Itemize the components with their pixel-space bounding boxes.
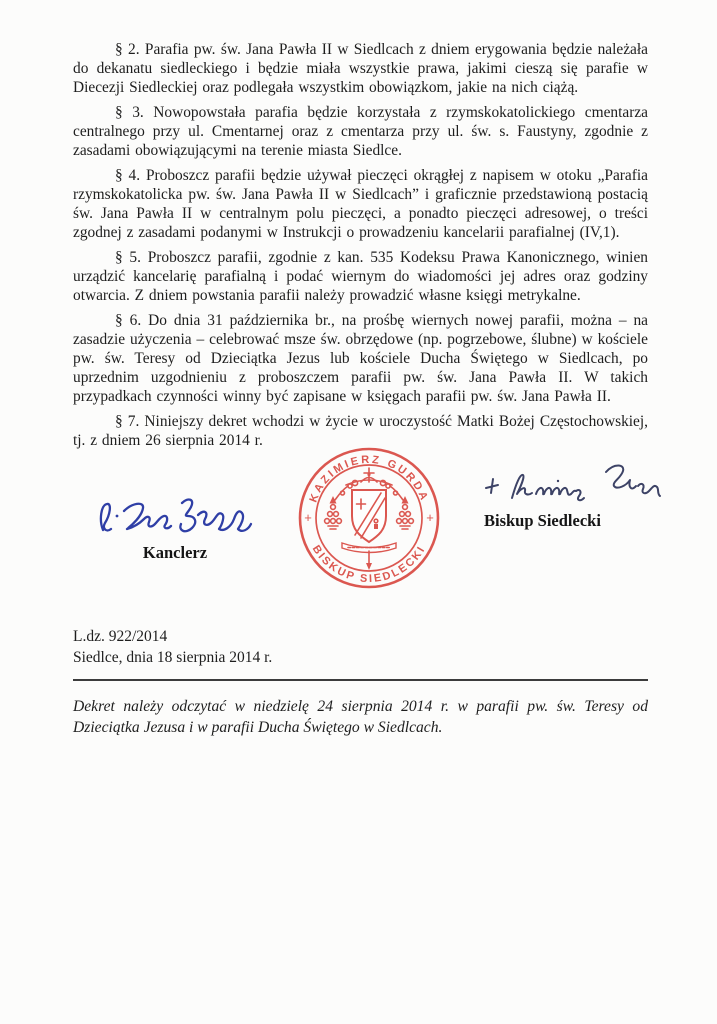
decree-body <box>73 40 648 450</box>
bishop-signature-block <box>478 458 678 531</box>
chancellor-signature-handwriting-icon <box>94 488 256 550</box>
seal-bottom-text: BISKUP SIEDLECKI <box>309 543 429 586</box>
signature-block <box>73 453 648 626</box>
paragraph-section-2: § 2. Parafia pw. św. Jana Pawła II w Siedlcach z dniem erygowania będzie należała do dekanatu siedleckiego i będzie miała wszystkie prawa, jakimi cieszą się parafie w Diecezji Siedleckiej oraz podlegała wszystkim obowiązkom, jakie na nich ciążą. <box>73 41 648 96</box>
seal-top-text: KAZIMIERZ GURDA <box>307 453 431 505</box>
reading-instruction-note: Dekret należy odczytać w niedzielę 24 sierpnia 2014 r. w parafii pw. św. Teresy od Dzieciątka Jezusa i w parafii Ducha Świętego w Siedlcach. <box>73 698 648 736</box>
chancellor-signature-block <box>91 488 259 563</box>
seal-cross-left-icon: + <box>304 510 312 525</box>
episcopal-seal-stamp-icon <box>295 444 443 592</box>
bishop-title-label: Biskup Siedlecki <box>484 511 601 530</box>
seal-cross-right-icon: + <box>426 510 434 525</box>
paragraph-section-6: § 6. Do dnia 31 października br., na prośbę wiernych nowej parafii, można – na zasadzie użyczenia – celebrować msze św. obrzędowe (np. pogrzebowe, ślubne) w kościele pw. św. Teresy od Dzieciątka Jezus lub kościele Ducha Świętego w Siedlcach, po uprzednim uzgodnieniu z proboszczem parafii pw. św. Jana Pawła II. W takich przypadkach czynności winny być zapisane w księgach parafii pw. św. Jana Pawła II. <box>73 312 648 405</box>
divider-line <box>73 679 648 681</box>
paragraph-section-5: § 5. Proboszcz parafii, zgodnie z kan. 535 Kodeksu Prawa Kanonicznego, winien urządzić kancelarię parafialną i podać wiernym do wiadomości jej adres oraz godziny otwarcia. Z dniem powstania parafii należy prowadzić własne księgi metrykalne. <box>73 249 648 304</box>
place-and-date: Siedlce, dnia 18 sierpnia 2014 r. <box>73 649 273 666</box>
document-footer <box>73 626 648 668</box>
chancellor-title-label: Kanclerz <box>142 543 208 562</box>
paragraph-section-4: § 4. Proboszcz parafii będzie używał pieczęci okrągłej z napisem w otoku „Parafia rzymskokatolicka pw. św. Jana Pawła II w Siedlcach” i graficznie przedstawioną postacią św. Jana Pawła II w centralnym polu pieczęci, a ponadto pieczęci adresowej, o treści zgodnej z zasadami podanymi w Instrukcji o prowadzeniu kancelarii parafialnej (IV,1). <box>73 167 648 241</box>
paragraph-section-3: § 3. Nowopowstała parafia będzie korzystała z rzymskokatolickiego cmentarza centralnego przy ul. Cmentarnej oraz z cmentarza przy ul. św. s. Faustyny, zgodnie z zasadami obowiązującymi na terenie miasta Siedlce. <box>73 104 648 159</box>
paragraph-section-7: § 7. Niniejszy dekret wchodzi w życie w uroczystość Matki Bożej Częstochowskiej, tj. z dniem 26 sierpnia 2014 r. <box>73 413 648 449</box>
bishop-signature-handwriting-icon <box>478 458 670 512</box>
reference-number: L.dz. 922/2014 <box>73 628 168 645</box>
seal-coat-of-arms-icon <box>325 468 414 570</box>
bishop-seal <box>295 444 443 592</box>
